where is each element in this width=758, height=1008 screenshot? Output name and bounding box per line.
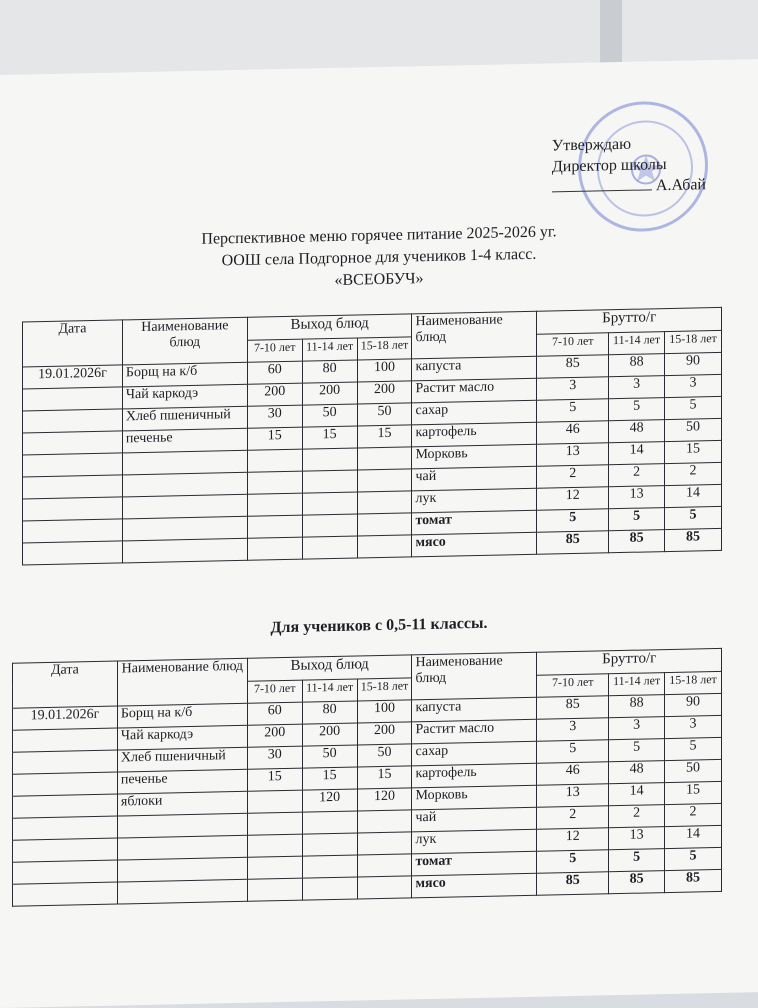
table-cell: 80 bbox=[302, 360, 357, 383]
table-cell: лук bbox=[412, 488, 537, 513]
table-cell: 3 bbox=[665, 374, 722, 397]
header-ingredient: Наименование блюд bbox=[412, 652, 537, 700]
table-cell: 90 bbox=[665, 352, 722, 375]
table-cell: капуста bbox=[412, 697, 537, 722]
table-cell bbox=[302, 811, 357, 834]
table-cell: 14 bbox=[665, 825, 722, 848]
table-cell: Борщ на к/б bbox=[122, 362, 247, 387]
table-cell: 200 bbox=[357, 381, 412, 404]
table-cell bbox=[357, 491, 412, 514]
table-cell: 120 bbox=[302, 789, 357, 812]
table-cell: 14 bbox=[609, 783, 665, 806]
table-cell: Чай каркодэ bbox=[122, 384, 247, 409]
table-cell: 200 bbox=[357, 722, 412, 745]
approval-block bbox=[552, 132, 706, 198]
table-cell bbox=[247, 878, 302, 901]
table-cell bbox=[117, 813, 247, 838]
table-cell: Растит масло bbox=[412, 378, 537, 403]
table-cell: 13 bbox=[537, 443, 609, 467]
table-cell: 2 bbox=[609, 805, 665, 828]
table-cell: печенье bbox=[117, 769, 247, 794]
table-cell: чай bbox=[412, 807, 537, 832]
table-cell: томат bbox=[412, 510, 537, 535]
table-cell: капуста bbox=[412, 356, 537, 381]
table-cell bbox=[302, 470, 357, 493]
table-cell: 50 bbox=[665, 759, 722, 782]
table-cell: 88 bbox=[609, 354, 665, 377]
table-cell: 60 bbox=[247, 702, 302, 725]
table-cell: 90 bbox=[665, 693, 722, 716]
table-cell bbox=[302, 448, 357, 471]
table-cell: 15 bbox=[247, 427, 302, 450]
table-cell: 30 bbox=[247, 746, 302, 769]
table-cell: 3 bbox=[665, 715, 722, 738]
table-cell: 3 bbox=[609, 717, 665, 740]
table-cell bbox=[122, 472, 247, 497]
table-cell: 15 bbox=[357, 425, 412, 448]
table-cell bbox=[357, 469, 412, 492]
table-cell bbox=[23, 519, 123, 543]
table-cell bbox=[247, 537, 302, 560]
table-cell bbox=[13, 728, 118, 752]
table-cell: печенье bbox=[122, 428, 247, 453]
table-cell: 5 bbox=[609, 849, 665, 872]
table-cell: 100 bbox=[357, 700, 412, 723]
table-cell: 5 bbox=[537, 740, 609, 764]
table-cell: 200 bbox=[302, 382, 357, 405]
table-cell: сахар bbox=[412, 400, 537, 425]
table-cell bbox=[357, 513, 412, 536]
table-cell bbox=[23, 431, 123, 455]
table-cell: 5 bbox=[609, 398, 665, 421]
header-age1: 7-10 лет bbox=[537, 674, 609, 698]
table-cell bbox=[247, 449, 302, 472]
table-cell bbox=[247, 790, 302, 813]
approval-line-1: Утверждаю bbox=[551, 135, 632, 155]
table-cell: 19.01.2026г bbox=[13, 706, 118, 730]
header-age3: 15-18 лет bbox=[357, 678, 412, 701]
table-cell bbox=[357, 810, 412, 833]
table-cell: 5 bbox=[609, 508, 665, 531]
table-cell: 13 bbox=[609, 486, 665, 509]
header-age3: 15-18 лет bbox=[665, 330, 722, 353]
table-cell: 85 bbox=[537, 355, 609, 379]
table-cell: 85 bbox=[537, 531, 609, 555]
table-cell: 3 bbox=[537, 377, 609, 401]
table-cell bbox=[302, 514, 357, 537]
table-cell: 3 bbox=[537, 718, 609, 742]
table-cell: 13 bbox=[537, 784, 609, 808]
table-cell bbox=[302, 833, 357, 856]
table-cell bbox=[357, 854, 412, 877]
table-cell: 48 bbox=[609, 761, 665, 784]
table-cell: 200 bbox=[247, 383, 302, 406]
subtitle-2: Для учеников с 0,5-11 классы. bbox=[270, 614, 488, 637]
table-cell: 14 bbox=[665, 484, 722, 507]
table-cell: 5 bbox=[665, 396, 722, 419]
table-cell: картофель bbox=[412, 763, 537, 788]
table-cell bbox=[122, 538, 247, 563]
table-cell bbox=[357, 535, 412, 558]
table-cell: 5 bbox=[537, 850, 609, 874]
header-age2: 11-14 лет bbox=[609, 332, 665, 355]
table-cell: Морковь bbox=[412, 785, 537, 810]
table-cell: 50 bbox=[357, 403, 412, 426]
table-cell: 48 bbox=[609, 420, 665, 443]
table-cell bbox=[247, 471, 302, 494]
table-cell: чай bbox=[412, 466, 537, 491]
table-cell: 30 bbox=[247, 405, 302, 428]
header-brutto: Брутто/г bbox=[537, 648, 722, 675]
table-cell: 15 bbox=[357, 766, 412, 789]
table-cell bbox=[357, 832, 412, 855]
table-cell bbox=[13, 860, 118, 884]
table-cell: 5 bbox=[665, 847, 722, 870]
table-cell bbox=[23, 475, 123, 499]
table-cell: картофель bbox=[412, 422, 537, 447]
table-cell bbox=[13, 816, 118, 840]
table-cell bbox=[13, 794, 118, 818]
table-cell: 15 bbox=[247, 768, 302, 791]
table-cell: 2 bbox=[609, 464, 665, 487]
table-cell: 13 bbox=[609, 827, 665, 850]
table-cell bbox=[122, 450, 247, 475]
table-cell bbox=[302, 536, 357, 559]
table-cell: 120 bbox=[357, 788, 412, 811]
header-ingredient: Наименование блюд bbox=[412, 311, 537, 359]
table-cell: 5 bbox=[537, 509, 609, 533]
header-date: Дата bbox=[13, 661, 118, 708]
table-cell bbox=[357, 876, 412, 899]
table-cell: 88 bbox=[609, 695, 665, 718]
menu-table-1 bbox=[22, 307, 722, 566]
table-cell: Морковь bbox=[412, 444, 537, 469]
table-cell bbox=[23, 453, 123, 477]
table-cell: 85 bbox=[537, 872, 609, 896]
table-cell bbox=[247, 515, 302, 538]
table-cell: томат bbox=[412, 851, 537, 876]
table-cell: Растит масло bbox=[412, 719, 537, 744]
table-cell bbox=[247, 493, 302, 516]
document-page bbox=[0, 59, 758, 1008]
table-cell bbox=[13, 772, 118, 796]
header-age1: 7-10 лет bbox=[537, 333, 609, 357]
table-cell: 2 bbox=[665, 803, 722, 826]
table-cell: 2 bbox=[537, 465, 609, 489]
header-output: Выход блюд bbox=[247, 314, 412, 340]
title-line-3: «ВСЕОБУЧ» bbox=[334, 270, 424, 289]
table-cell: Борщ на к/б bbox=[117, 703, 247, 728]
header-age2: 11-14 лет bbox=[302, 338, 357, 361]
table-cell: 200 bbox=[302, 723, 357, 746]
header-brutto: Брутто/г bbox=[537, 307, 722, 334]
table-cell: 50 bbox=[357, 744, 412, 767]
table-cell: 200 bbox=[247, 724, 302, 747]
table-cell bbox=[117, 879, 247, 904]
signature-line bbox=[552, 189, 652, 192]
table-cell: 5 bbox=[537, 399, 609, 423]
table-cell bbox=[247, 856, 302, 879]
table-cell: 15 bbox=[665, 440, 722, 463]
table-cell bbox=[357, 447, 412, 470]
table-cell: 15 bbox=[302, 426, 357, 449]
table-cell bbox=[302, 877, 357, 900]
table-cell: 2 bbox=[665, 462, 722, 485]
table-cell bbox=[302, 492, 357, 515]
table-cell: 46 bbox=[537, 421, 609, 445]
table-cell: 15 bbox=[665, 781, 722, 804]
table-cell bbox=[23, 541, 123, 565]
title-line-1: Перспективное меню горячее питание 2025-2026 уг. bbox=[201, 223, 557, 248]
table-cell: 12 bbox=[537, 828, 609, 852]
header-age3: 15-18 лет bbox=[665, 671, 722, 694]
table-cell: 100 bbox=[357, 359, 412, 382]
table-cell: Хлеб пшеничный bbox=[122, 406, 247, 431]
table-cell bbox=[23, 387, 123, 411]
table-cell: сахар bbox=[412, 741, 537, 766]
table-cell bbox=[13, 882, 118, 906]
table-cell: 2 bbox=[537, 806, 609, 830]
table-cell bbox=[122, 516, 247, 541]
table-cell: 85 bbox=[537, 696, 609, 720]
table-cell: яблоки bbox=[117, 791, 247, 816]
table-cell bbox=[23, 497, 123, 521]
table-cell: 50 bbox=[302, 745, 357, 768]
table-cell: 85 bbox=[609, 871, 665, 894]
table-cell: Чай каркодэ bbox=[117, 725, 247, 750]
table-cell bbox=[13, 750, 118, 774]
table-cell bbox=[117, 857, 247, 882]
table-cell: 19.01.2026г bbox=[23, 365, 123, 389]
table-cell: 85 bbox=[665, 528, 722, 551]
menu-table-2 bbox=[12, 648, 722, 907]
table-cell: 5 bbox=[609, 739, 665, 762]
table-cell: 50 bbox=[302, 404, 357, 427]
header-output: Выход блюд bbox=[247, 655, 412, 681]
header-date: Дата bbox=[23, 320, 123, 367]
header-age3: 15-18 лет bbox=[357, 337, 412, 360]
table-cell bbox=[247, 834, 302, 857]
table-cell: 60 bbox=[247, 361, 302, 384]
header-dish: Наименование блюд bbox=[122, 317, 247, 365]
table-cell: 14 bbox=[609, 442, 665, 465]
header-age2: 11-14 лет bbox=[302, 679, 357, 702]
header-dish: Наименование блюд bbox=[117, 658, 247, 706]
table-cell bbox=[13, 838, 118, 862]
table-cell: 5 bbox=[665, 737, 722, 760]
table-cell: 5 bbox=[665, 506, 722, 529]
director-name: А.Абай bbox=[655, 176, 706, 195]
approval-line-2: Директор школы bbox=[551, 156, 667, 176]
approval-line-3 bbox=[552, 174, 706, 198]
table-cell bbox=[302, 855, 357, 878]
table-cell: 46 bbox=[537, 762, 609, 786]
table-cell bbox=[117, 835, 247, 860]
table-cell: 50 bbox=[665, 418, 722, 441]
table-cell: мясо bbox=[412, 873, 537, 898]
table-cell: 80 bbox=[302, 701, 357, 724]
page-title bbox=[0, 217, 758, 299]
table-cell bbox=[23, 409, 123, 433]
title-line-2: ООШ села Подгорное для учеников 1-4 класс. bbox=[221, 245, 537, 270]
table-cell: лук bbox=[412, 829, 537, 854]
table-cell: 15 bbox=[302, 767, 357, 790]
table-cell bbox=[247, 812, 302, 835]
table-cell: 12 bbox=[537, 487, 609, 511]
header-age1: 7-10 лет bbox=[247, 339, 302, 362]
table-cell: 85 bbox=[665, 869, 722, 892]
header-age1: 7-10 лет bbox=[247, 680, 302, 703]
table-cell: 85 bbox=[609, 530, 665, 553]
table-cell: 3 bbox=[609, 376, 665, 399]
table-cell bbox=[122, 494, 247, 519]
table-cell: мясо bbox=[412, 532, 537, 557]
header-age2: 11-14 лет bbox=[609, 673, 665, 696]
table-cell: Хлеб пшеничный bbox=[117, 747, 247, 772]
